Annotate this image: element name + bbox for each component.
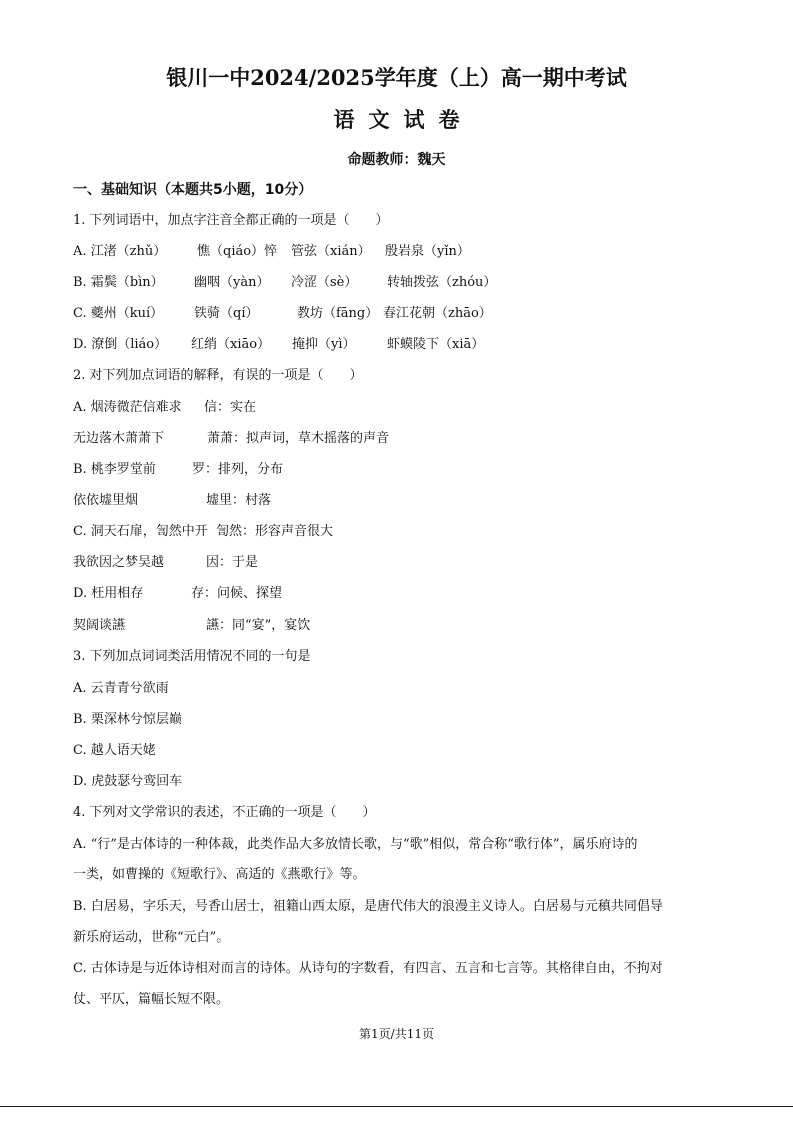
q1-stem: 1. 下列词语中，加点字注音全都正确的一项是（ ）: [73, 213, 389, 228]
q4-line: 仗、平仄，篇幅长短不限。: [73, 992, 230, 1007]
q2-row: [73, 554, 259, 572]
q2-row: [73, 492, 272, 510]
q4-line: 一类，如曹操的《短歌行》、高适的《燕歌行》等。: [73, 867, 366, 882]
q3-option: D. 虎鼓瑟兮鸾回车: [73, 774, 183, 789]
q2-row: [73, 430, 390, 448]
q2-row-a: B. 桃李罗堂前: [73, 462, 156, 477]
q2-row: [73, 461, 284, 479]
q3-stem: 3. 下列加点词词类活用情况不同的一句是: [73, 649, 311, 664]
q2-row-b: 萧萧：拟声词，草木摇落的声音: [207, 431, 390, 446]
q2-stem: 2. 对下列加点词语的解释，有误的一项是（ ）: [73, 368, 363, 383]
q3-option: C. 越人语天姥: [73, 743, 156, 758]
bottom-divider: [0, 1106, 793, 1107]
q1-d-c4: 虾蟆陵下（xiā）: [387, 337, 485, 352]
q2-row-b: 訇然：形容声音很大: [216, 524, 334, 539]
q1-c-c4: 春江花朝（zhāo）: [383, 306, 492, 321]
q1-a-c4: 殷岩泉（yǐn）: [385, 244, 470, 259]
page-number: 第1页/共11页: [359, 1027, 434, 1041]
q1-b-c1: B. 霜鬓（bìn）: [73, 275, 164, 290]
q2-row-a: C. 洞天石扉，訇然中开: [73, 524, 208, 539]
q1-b-c4: 转轴拨弦（zhóu）: [387, 275, 497, 290]
q2-row-a: 契阔谈讌: [73, 618, 126, 633]
q2-row-b: 信：实在: [204, 400, 257, 415]
q2-row-a: D. 枉用相存: [73, 586, 144, 601]
q1-b-c3: 冷涩（sè）: [291, 275, 358, 290]
q2-row-b: 罗：排列，分布: [192, 462, 284, 477]
q1-option-a: [73, 243, 470, 261]
q1-b-c2: 幽咽（yàn）: [194, 275, 270, 290]
q4-stem: 4. 下列对文学常识的表述，不正确的一项是（ ）: [73, 805, 376, 820]
q2-row-a: A. 烟涛微茫信难求: [73, 400, 182, 415]
q2-row-b: 讌：同“宴”，宴饮: [206, 618, 311, 633]
q2-row: [73, 399, 257, 417]
q2-row-a: 依依墟里烟: [73, 493, 139, 508]
q1-a-c3: 管弦（xián）: [291, 244, 371, 259]
q2-row: [73, 585, 283, 603]
q1-a-c1: A. 江渚（zhǔ）: [73, 244, 167, 259]
exam-author: 命题教师：魏天: [347, 152, 446, 168]
q1-c-c1: C. 夔州（kuí）: [73, 306, 164, 321]
q1-c-c3: 教坊（fāng）: [297, 306, 379, 321]
q1-d-c3: 掩抑（yì）: [292, 337, 356, 352]
q4-line: A. “行”是古体诗的一种体裁，此类作品大多放情长歌，与“歌”相似，常合称“歌行体”，属乐府诗的: [73, 837, 638, 852]
exam-subtitle: 语文试卷: [333, 107, 474, 132]
q1-d-c2: 红绡（xiāo）: [191, 337, 271, 352]
q2-row-a: 无边落木萧萧下: [73, 431, 165, 446]
exam-title: 银川一中2024/2025学年度（上）高一期中考试: [166, 65, 627, 90]
q2-row: [73, 523, 334, 541]
q4-line: C. 古体诗是与近体诗相对而言的诗体。从诗句的字数看，有四言、五言和七言等。其格律自由，不拘对: [73, 961, 663, 976]
q1-d-c1: D. 潦倒（liáo）: [73, 337, 168, 352]
q1-option-d: [73, 336, 485, 354]
q2-row-b: 墟里：村落: [206, 493, 272, 508]
q2-row-b: 因：于是: [206, 555, 259, 570]
q2-row-a: 我欲因之梦吴越: [73, 555, 165, 570]
q2-row: [73, 617, 311, 635]
q3-option: A. 云青青兮欲雨: [73, 681, 169, 696]
q4-line: 新乐府运动，世称“元白”。: [73, 930, 230, 945]
q1-option-b: [73, 274, 497, 292]
q3-option: B. 栗深林兮惊层巅: [73, 712, 182, 727]
q1-c-c2: 铁骑（qí）: [194, 306, 259, 321]
q1-option-c: [73, 305, 492, 323]
q4-line: B. 白居易，字乐天，号香山居士，祖籍山西太原，是唐代伟大的浪漫主义诗人。白居易与元稹共同倡导: [73, 899, 663, 914]
q2-row-b: 存：问候、探望: [191, 586, 283, 601]
q1-a-c2: 憔（qiáo）悴: [197, 244, 278, 259]
section-heading: 一、基础知识（本题共5小题，10分）: [73, 182, 313, 198]
